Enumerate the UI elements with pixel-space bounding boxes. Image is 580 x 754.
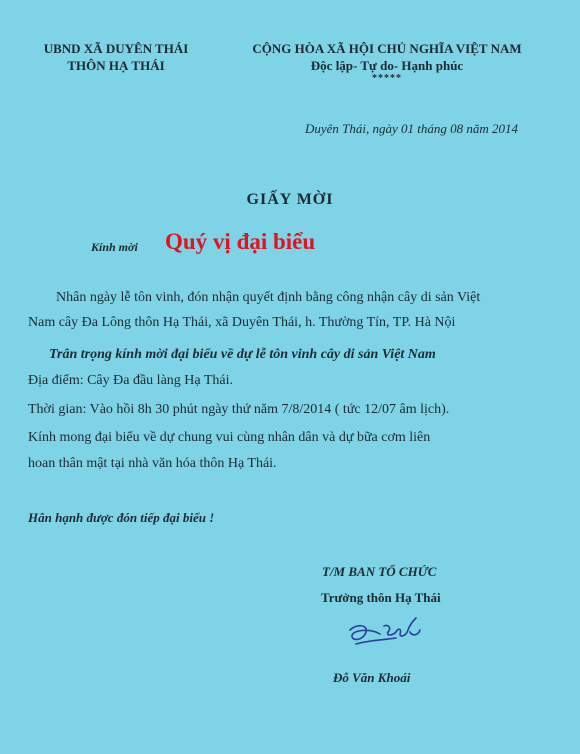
signer-position: Trưởng thôn Hạ Thái: [321, 590, 441, 605]
body-line: hoan thân mật tại nhà văn hóa thôn Hạ Thái.: [28, 456, 277, 471]
handwritten-signature: [340, 614, 460, 654]
recipient-label: Kính mời: [91, 240, 138, 254]
motto-line: Độc lập- Tự do- Hạnh phúc: [310, 58, 464, 73]
time-line: Thời gian: Vào hồi 8h 30 phút ngày thứ năm 7/8/2014 ( tức 12/07 âm lịch).: [28, 402, 450, 417]
body-line: Nam cây Đa Lông thôn Hạ Thái, xã Duyên Thái, h. Thường Tín, TP. Hà Nội: [28, 315, 456, 330]
date-line: Duyên Thái, ngày 01 tháng 08 năm 2014: [305, 121, 519, 136]
motto-stars: *****: [372, 73, 402, 84]
body-line: Nhân ngày lễ tôn vinh, đón nhận quyết định bằng công nhận cây di sản Việt: [56, 290, 481, 305]
recipient-name: Quý vị đại biểu: [165, 229, 316, 254]
signer-name: Đỗ Văn Khoái: [333, 670, 411, 685]
body-line: Kính mong đại biểu về dự chung vui cùng nhân dân và dự bữa cơm liên: [28, 430, 431, 445]
authority-line-commune: UBND XÃ DUYÊN THÁI: [43, 41, 189, 56]
issuing-authority: [6, 40, 226, 74]
organizing-committee: T/M BAN TỔ CHỨC: [322, 564, 437, 579]
country-name: CỘNG HÒA XÃ HỘI CHỦ NGHĨA VIỆT NAM: [252, 41, 522, 56]
authority-line-village: THÔN HẠ THÁI: [67, 58, 165, 73]
venue-line: Địa điểm: Cây Đa đầu làng Hạ Thái.: [28, 373, 234, 388]
invitation-line: Trân trọng kính mời đại biểu về dự lễ tôn vinh cây di sản Việt Nam: [49, 347, 436, 362]
closing-line: Hân hạnh được đón tiếp đại biểu !: [28, 510, 215, 525]
national-motto: [222, 40, 552, 84]
document-title: GIẤY MỜI: [246, 191, 334, 208]
